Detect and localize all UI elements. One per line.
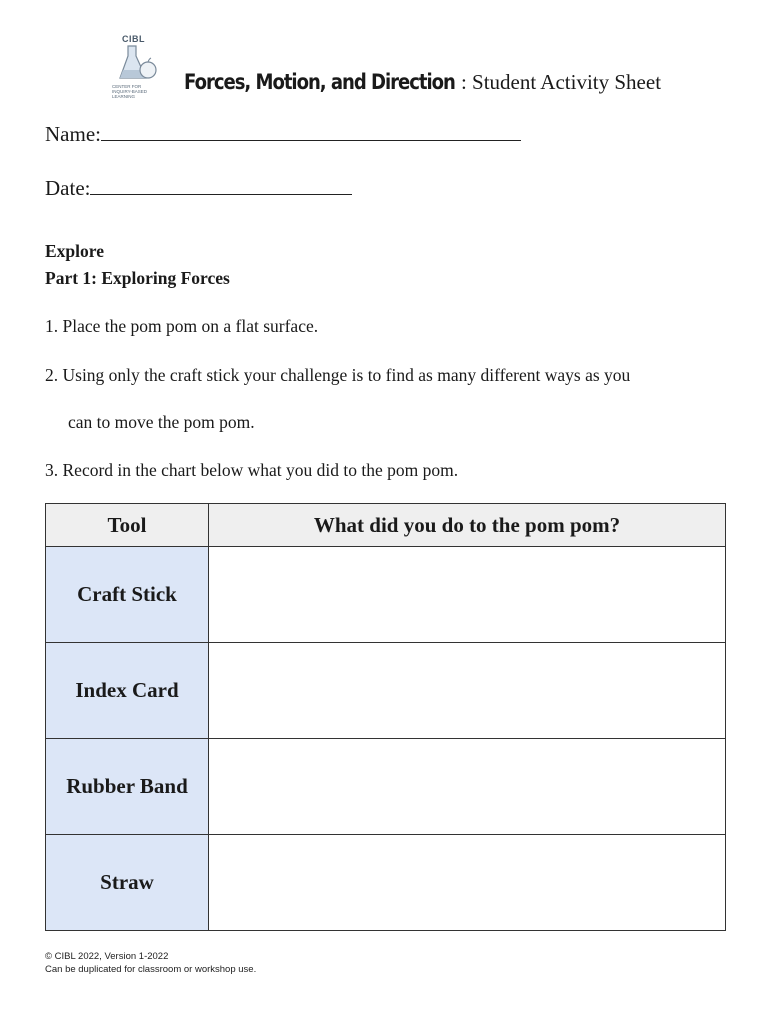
answer-cell[interactable] xyxy=(209,643,726,739)
page-title xyxy=(184,70,661,95)
part1-heading: Part 1: Exploring Forces xyxy=(45,268,230,288)
tool-chart xyxy=(45,503,726,931)
footer-copyright: © CIBL 2022, Version 1-2022 xyxy=(45,951,169,962)
table-header-row xyxy=(46,504,726,547)
title-rest: : Student Activity Sheet xyxy=(460,70,662,94)
step-3: 3. Record in the chart below what you did to the pom pom. xyxy=(45,460,459,480)
footer xyxy=(45,950,256,976)
name-field xyxy=(45,120,521,147)
logo-subtitle: CENTER FOR INQUIRY-BASED LEARNING xyxy=(112,84,148,99)
tool-cell: Index Card xyxy=(46,643,209,739)
step-2: 2. Using only the craft stick your challenge is to find as many different ways as you xyxy=(45,365,631,385)
step-1: 1. Place the pom pom on a flat surface. xyxy=(45,316,319,336)
date-line[interactable] xyxy=(90,174,352,195)
step-2-continued: can to move the pom pom. xyxy=(68,412,255,432)
table-row xyxy=(46,547,726,643)
name-label: Name: xyxy=(45,122,101,146)
tool-cell: Rubber Band xyxy=(46,739,209,835)
table-row xyxy=(46,835,726,931)
header-what-did-you-do: What did you do to the pom pom? xyxy=(209,504,726,547)
answer-cell[interactable] xyxy=(209,739,726,835)
name-line[interactable] xyxy=(101,120,521,141)
explore-heading: Explore xyxy=(45,241,104,261)
answer-cell[interactable] xyxy=(209,547,726,643)
footer-note: Can be duplicated for classroom or workshop use. xyxy=(45,964,257,975)
logo-name: CIBL xyxy=(122,34,145,44)
tool-cell: Craft Stick xyxy=(46,547,209,643)
table-row xyxy=(46,643,726,739)
table-row xyxy=(46,739,726,835)
date-label: Date: xyxy=(45,176,91,200)
title-bold: Forces, Motion, and Direction xyxy=(184,70,455,94)
tool-cell: Straw xyxy=(46,835,209,931)
date-field xyxy=(45,174,352,201)
cibl-logo xyxy=(112,34,164,100)
flask-with-apple-icon xyxy=(118,44,158,84)
header-tool: Tool xyxy=(46,504,209,547)
answer-cell[interactable] xyxy=(209,835,726,931)
